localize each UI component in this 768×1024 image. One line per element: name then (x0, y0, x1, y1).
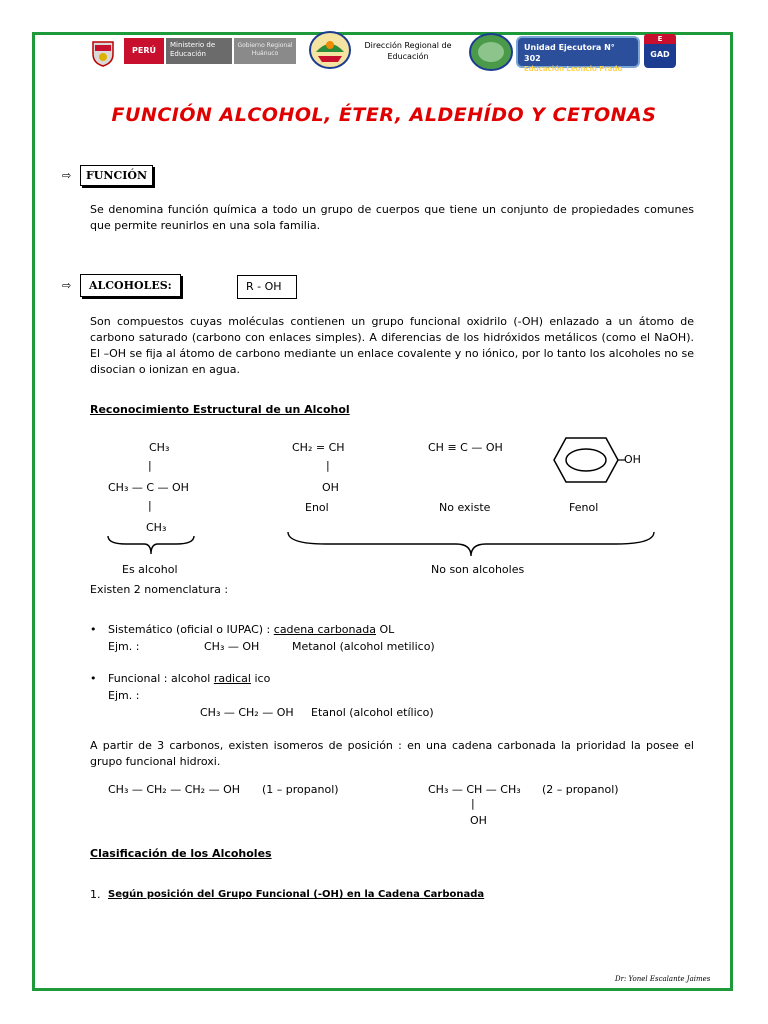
author-signature: Dr: Yonel Escalante Jaimes (615, 975, 711, 983)
brace-no-alcohol-icon (286, 530, 656, 558)
propanol1-formula: CH₃ — CH₂ — CH₂ — OH (108, 783, 240, 796)
funcional-a: Funcional : alcohol (108, 672, 214, 685)
propanol2-oh: OH (470, 814, 487, 827)
propanol2-formula: CH₃ — CH — CH₃ (428, 783, 521, 796)
ejm-label: Ejm. : (108, 689, 140, 702)
ch3-mid: CH₃ — C — OH (108, 481, 189, 494)
unidad-line1: Unidad Ejecutora N° 302 (524, 43, 615, 63)
metanol-name: Metanol (alcohol metilico) (292, 640, 435, 653)
alcoholes-label: ALCOHOLES: (80, 274, 181, 297)
ch3-top: CH₃ (149, 441, 170, 454)
bullet-dot-icon: • (90, 623, 97, 636)
ministerio-logo: Ministerio de Educación (166, 38, 232, 64)
isomeros-paragraph: A partir de 3 carbonos, existen isomeros de posición : en una cadena carbonada la prioridad la posee el grupo funcional hidroxi. (90, 739, 694, 768)
clasificacion-item-text: Según posición del Grupo Funcional (-OH) en la Cadena Carbonada (108, 889, 485, 900)
funcional-b: radical (213, 672, 251, 685)
enol-top: CH₂ = CH (292, 441, 345, 454)
no-existe-label: No existe (439, 501, 491, 514)
arrow-bullet-icon: ⇨ (62, 279, 72, 292)
bond-bar: | (148, 459, 152, 472)
triple-formula: CH ≡ C — OH (428, 441, 503, 454)
sistematico-c: OL (375, 623, 395, 636)
enol-oh: OH (322, 481, 339, 494)
alcoholes-paragraph: Son compuestos cuyas moléculas contienen un grupo funcional oxidrilo (-OH) enlazado a un átomo de carbono saturado (carbono con enlaces simples). A diferencias de los hidróxidos metálicos (como el NaOH). El –OH se fija al átomo de carbono mediante un enlace covalente y no iónico, por lo tanto los alcoholes no se disocian o ionizan en agua. (90, 315, 694, 376)
alcohol-formula-box: R - OH (237, 275, 297, 299)
unidad-line2: Educación Leoncio Prado (524, 65, 623, 73)
clasificacion-item-number: 1. (90, 888, 101, 901)
clasificacion-heading: Clasificación de los Alcoholes (90, 847, 272, 860)
fenol-oh: OH (624, 453, 641, 466)
es-alcohol-label: Es alcohol (122, 563, 178, 576)
funcional-c: ico (250, 672, 271, 685)
sistematico-b: cadena carbonada (273, 623, 376, 636)
funcion-paragraph: Se denomina función química a todo un grupo de cuerpos que tiene un conjunto de propiedades comunes que permite reunirlos en una sola familia. (90, 203, 694, 232)
brace-es-alcohol-icon (106, 534, 196, 556)
etanol-formula: CH₃ — CH₂ — OH (200, 706, 294, 719)
sistematico-a: Sistemático (oficial o IUPAC) : (108, 623, 274, 636)
bond-bar: | (326, 459, 330, 472)
funcional-line (108, 672, 270, 685)
funcion-label: FUNCIÓN (80, 165, 153, 186)
arrow-bullet-icon: ⇨ (62, 169, 72, 182)
propanol2-name: (2 – propanol) (542, 783, 619, 796)
reconocimiento-heading: Reconocimiento Estructural de un Alcohol (90, 403, 350, 416)
fenol-label: Fenol (569, 501, 599, 514)
gobierno-logo: Gobierno Regional Huánuco (234, 38, 296, 64)
ejm-label: Ejm. : (108, 640, 140, 653)
page-title: FUNCIÓN ALCOHOL, ÉTER, ALDEHÍDO Y CETONAS (111, 104, 657, 126)
bullet-dot-icon: • (90, 672, 97, 685)
no-son-label: No son alcoholes (431, 563, 525, 576)
metanol-formula: CH₃ — OH (204, 640, 260, 653)
coat-of-arms-icon (88, 38, 118, 68)
ue-seal-icon (468, 32, 514, 72)
ch3-bot: CH₃ (146, 521, 167, 534)
bond-bar: | (148, 499, 152, 512)
peru-logo: PERÚ (124, 38, 164, 64)
direccion-text: Dirección Regional de Educación (364, 41, 452, 61)
etanol-name: Etanol (alcohol etílico) (311, 706, 434, 719)
nomenclatura-intro: Existen 2 nomenclatura : (90, 583, 229, 596)
gad-logo: E GAD (644, 34, 676, 68)
benzene-ring-icon (544, 434, 628, 486)
gad-text: GAD (650, 50, 670, 59)
unidad-ejecutora-logo (516, 36, 640, 73)
propanol1-name: (1 – propanol) (262, 783, 339, 796)
sistematico-line (108, 623, 394, 636)
enol-label: Enol (305, 501, 329, 514)
regional-emblem-icon (308, 30, 352, 70)
bond-bar: | (471, 797, 475, 810)
